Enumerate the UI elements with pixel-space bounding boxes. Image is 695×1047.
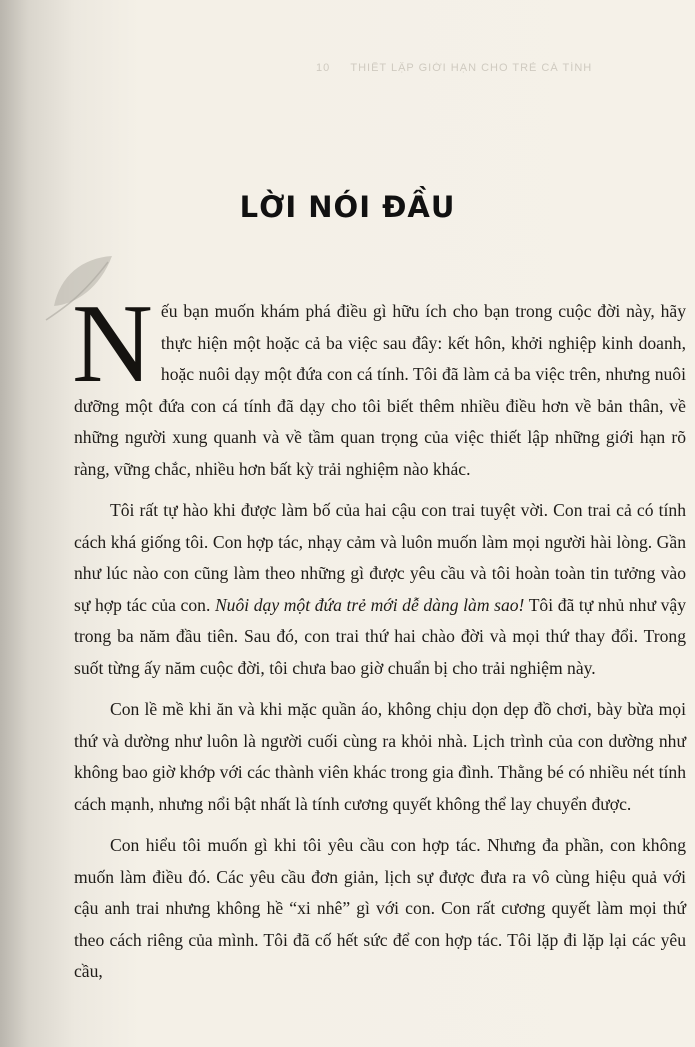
drop-cap: N (72, 282, 153, 406)
paragraph-3: Con lề mề khi ăn và khi mặc quần áo, không chịu dọn dẹp đồ chơi, bày bừa mọi thứ và dường như luôn là người cuối cùng ra khỏi nhà. Lịch trình của con dường như không bao giờ khớp với các thành viên khác trong gia đình. Thằng bé có nhiều nét tính cách mạnh, nhưng nổi bật nhất là tính cương quyết không thể lay chuyển được. (74, 699, 686, 814)
paragraph-2-italic: Nuôi dạy một đứa trẻ mới dễ dàng làm sao! (214, 594, 525, 615)
running-title: THIẾT LẬP GIỚI HẠN CHO TRẺ CÁ TÍNH (350, 62, 593, 74)
paragraph-2-text-after: Tôi đã tự nhủ như vậy trong ba năm đầu tiên. Sau đó, con trai thứ hai chào đời và mọi thứ thay đổi. Trong suốt từng ấy năm cuộc đời, tôi chưa bao giờ chuẩn bị cho trải nghiệm này. (74, 594, 686, 678)
chapter-title: LỜI NÓI ĐẦU (239, 190, 456, 224)
paragraph-2-text-before: Tôi rất tự hào khi được làm bố của hai cậu con trai tuyệt vời. Con trai cả có tính cách khá giống tôi. Con hợp tác, nhạy cảm và luôn muốn làm mọi người hài lòng. Gần như lúc nào con cũng làm theo những gì được yêu cầu và tôi hoàn toàn tin tưởng vào sự hợp tác của con. (74, 500, 686, 615)
body-text (72, 282, 686, 998)
paragraph-4: Con hiểu tôi muốn gì khi tôi yêu cầu con hợp tác. Nhưng đa phần, con không muốn làm điều đó. Các yêu cầu đơn giản, lịch sự được đưa ra vô cùng hiệu quả với cậu anh trai nhưng không hề “xi nhê” gì với con. Con rất cương quyết làm mọi thứ theo cách riêng của mình. Tôi đã cố hết sức để con hợp tác. Tôi lặp đi lặp lại các yêu cầu, (74, 835, 686, 981)
paragraph-1 (72, 282, 686, 485)
paragraph-2 (74, 495, 686, 684)
running-header (316, 62, 686, 74)
page-number: 10 (316, 62, 331, 74)
paragraph-1-text: ếu bạn muốn khám phá điều gì hữu ích cho bạn trong cuộc đời này, hãy thực hiện một hoặc cả ba việc sau đây: kết hôn, khởi nghiệp kinh doanh, hoặc nuôi dạy một đứa con cá tính. Tôi đã làm cả ba việc trên, nhưng nuôi dưỡng một đứa con cá tính đã dạy cho tôi biết thêm nhiều điều hơn về bản thân, về những người xung quanh và về tầm quan trọng của việc thiết lập những giới hạn rõ ràng, vững chắc, nhiều hơn bất kỳ trải nghiệm nào khác. (74, 301, 686, 479)
